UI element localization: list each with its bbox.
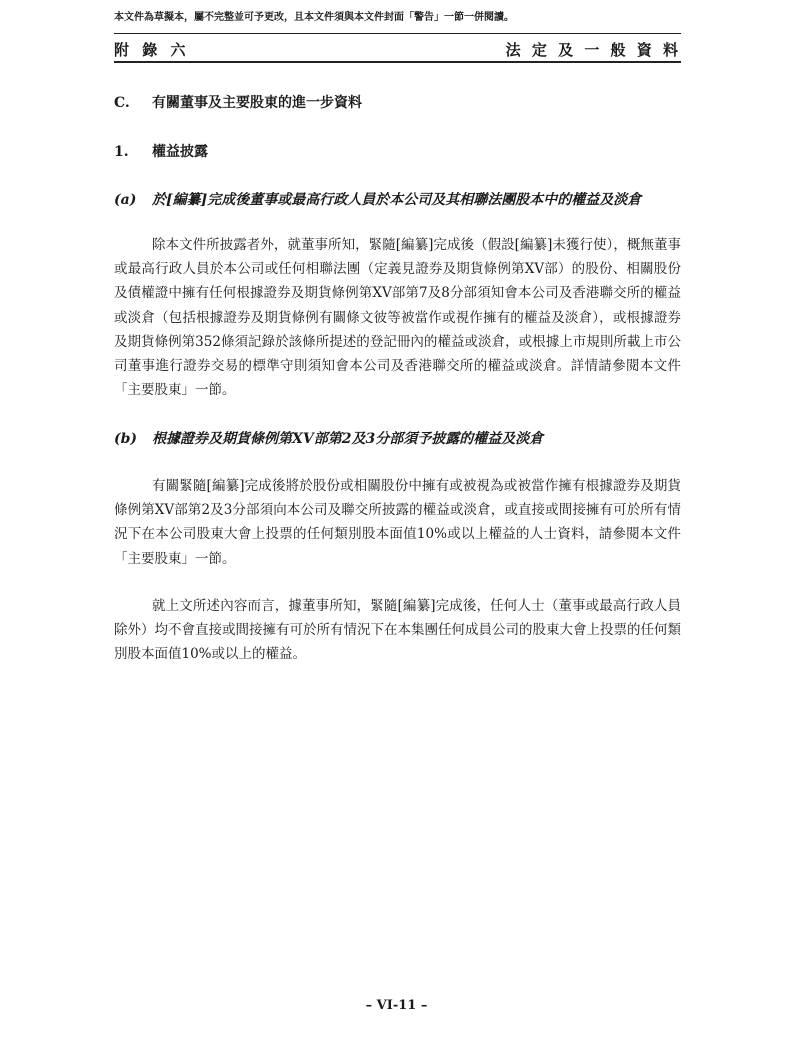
draft-notice: 本文件為草擬本，屬不完整並可予更改，且本文件須與本文件封面「警告」一節一併閱讀。 — [114, 12, 514, 23]
item-a-paragraph: 除本文件所披露者外，就董事所知，緊隨[編纂]完成後（假設[編纂]未獲行使），概無董事或最高行政人員於本公司或任何相聯法團（定義見證券及期貨條例第XV部）的股份、相關股份及債權證中擁有任何根據證券及期貨條例第XV部第7及8分部須知會本公司及香港聯交所的權益或淡倉（包括根據證券及期貨條例有關條文彼等被當作或視作擁有的權益及淡倉），或根據證券及期貨條例第352條須記錄於該條所提述的登記冊內的權益或淡倉，或根據上市規則所載上市公司董事進行證券交易的標準守則須知會本公司及香港聯交所的權益或淡倉。詳情請參閱本文件「主要股東」一節。 — [114, 237, 681, 399]
item-a-heading — [114, 191, 641, 209]
item-b-title: 根據證券及期貨條例第XV部第2及3分部須予披露的權益及淡倉 — [152, 431, 544, 447]
subsection-number: 1. — [114, 144, 129, 160]
item-b-paragraph-2: 就上文所述內容而言，據董事所知，緊隨[編纂]完成後，任何人士（董事或最高行政人員除外）均不會直接或間接擁有可於所有情況下在本集團任何成員公司的股東大會上投票的任何類別股本面值10%或以上的權益。 — [114, 598, 681, 663]
appendix-title: 法 定 及 一 般 資 料 — [505, 41, 681, 59]
header-divider — [114, 61, 681, 63]
item-a-title: 於[編纂]完成後董事或最高行政人員於本公司及其相聯法團股本中的權益及淡倉 — [152, 192, 642, 208]
item-b-label: (b) — [114, 431, 138, 447]
item-a-label: (a) — [114, 192, 137, 208]
item-b-heading — [114, 430, 543, 448]
section-title: 有關董事及主要股東的進一步資料 — [152, 95, 362, 111]
subsection-title: 權益披露 — [152, 144, 208, 160]
appendix-label: 附 錄 六 — [114, 41, 190, 59]
item-b-paragraph-1: 有關緊隨[編纂]完成後將於股份或相關股份中擁有或被視為或被當作擁有根據證券及期貨條例第XV部第2及3分部須向本公司及聯交所披露的權益或淡倉，或直接或間接擁有可於所有情況下在本公司股東大會上投票的任何類別股本面值10%或以上權益的人士資料，請參閱本文件「主要股東」一節。 — [114, 478, 681, 567]
section-letter: C. — [114, 95, 130, 111]
page-number: – VI-11 – — [365, 998, 428, 1013]
notice-divider — [114, 33, 681, 34]
subsection-heading — [114, 143, 208, 161]
section-heading — [114, 94, 362, 112]
